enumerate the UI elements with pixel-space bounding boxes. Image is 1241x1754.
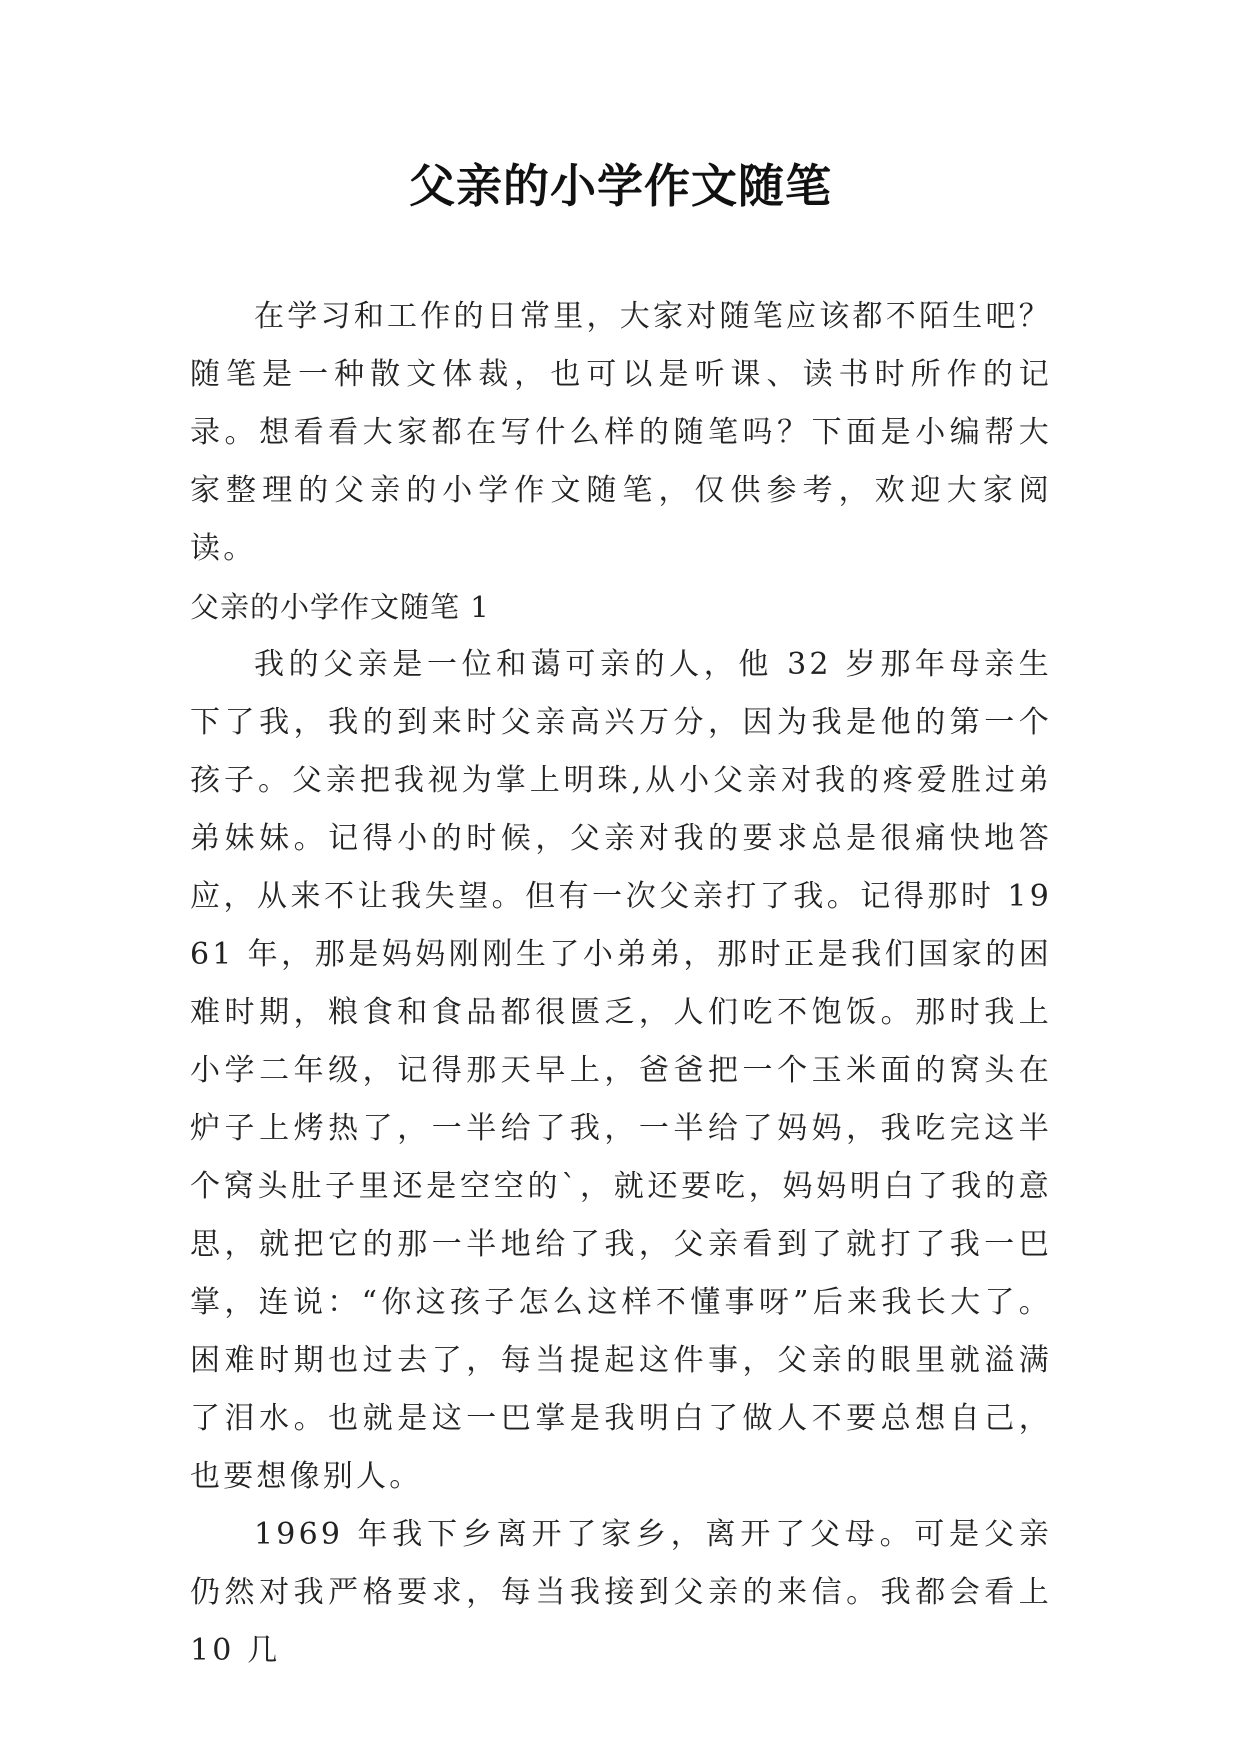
intro-block: [190, 288, 1052, 578]
document-title: 父亲的小学作文随笔: [409, 159, 832, 213]
section-heading: 父亲的小学作文随笔 1: [190, 590, 490, 624]
essay-section: [190, 578, 1052, 1680]
intro-paragraph: 在学习和工作的日常里，大家对随笔应该都不陌生吧？随笔是一种散文体裁，也可以是听课、读书时所作的记录。想看看大家都在写什么样的随笔吗？下面是小编帮大家整理的父亲的小学作文随笔，仅供参考，欢迎大家阅读。: [190, 299, 1052, 566]
essay-paragraph: 1969 年我下乡离开了家乡，离开了父母。可是父亲仍然对我严格要求，每当我接到父亲的来信。我都会看上 10 几: [190, 1517, 1052, 1668]
essay-paragraph: 我的父亲是一位和蔼可亲的人，他 32 岁那年母亲生下了我，我的到来时父亲高兴万分，因为我是他的第一个孩子。父亲把我视为掌上明珠,从小父亲对我的疼爱胜过弟弟妹妹。记得小的时候，父亲对我的要求总是很痛快地答应，从来不让我失望。但有一次父亲打了我。记得那时 1961 年，那是妈妈刚刚生了小弟弟，那时正是我们国家的困难时期，粮食和食品都很匮乏，人们吃不饱饭。那时我上小学二年级，记得那天早上，爸爸把一个玉米面的窝头在炉子上烤热了，一半给了我，一半给了妈妈，我吃完这半个窝头肚子里还是空空的`，就还要吃，妈妈明白了我的意思，就把它的那一半地给了我，父亲看到了就打了我一巴掌，连说：“你这孩子怎么这样不懂事呀”后来我长大了。困难时期也过去了，每当提起这件事，父亲的眼里就溢满了泪水。也就是这一巴掌是我明白了做人不要总想自己，也要想像别人。: [190, 647, 1052, 1494]
